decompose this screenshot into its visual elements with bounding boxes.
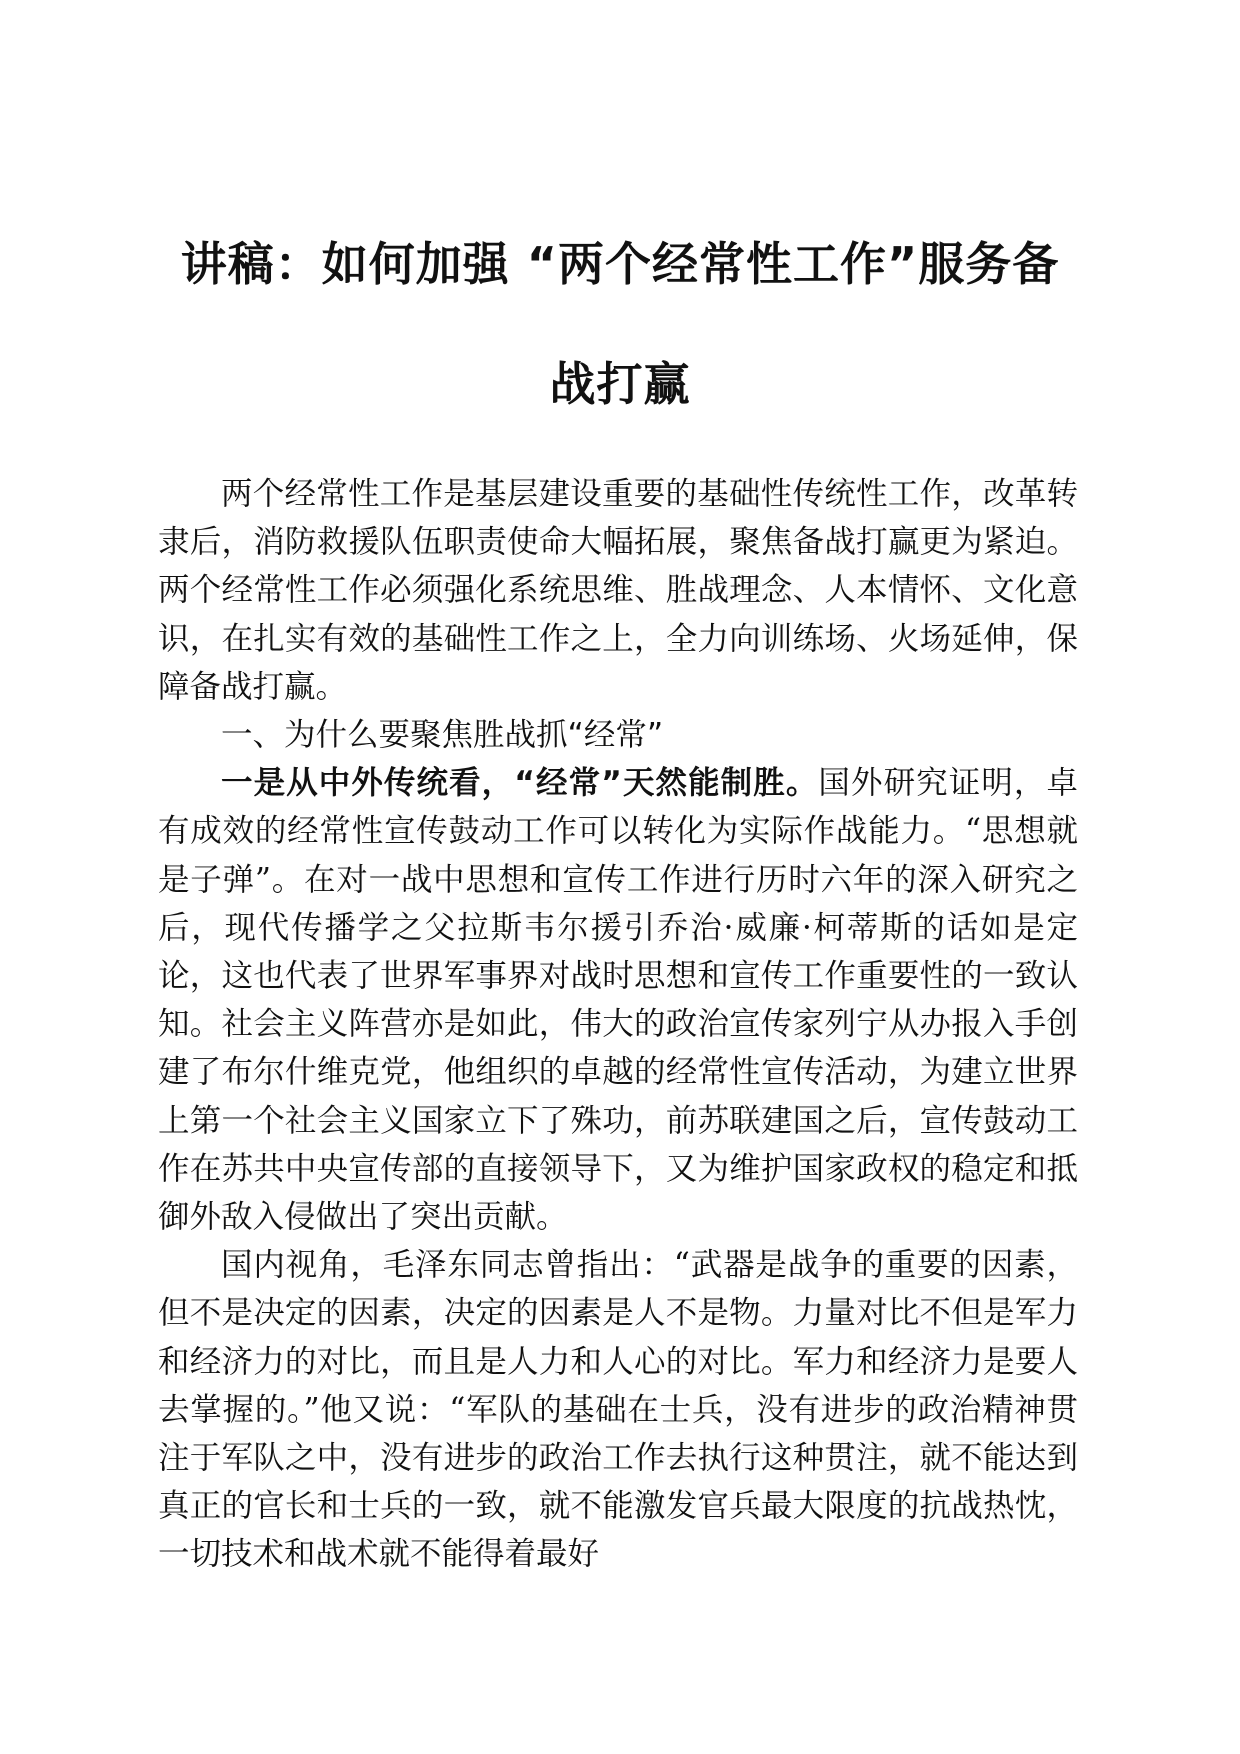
document-title-line-2: 战打赢 [549, 357, 691, 411]
document-title-line-1: 讲稿：如何加强 “两个经常性工作”服务备 [180, 237, 1060, 291]
paragraph-body: 国外研究证明，卓有成效的经常性宣传鼓动工作可以转化为实际作战能力。“思想就是子弹”。在对一战中思想和宣传工作进行历时六年的深入研究之后，现代传播学之父拉斯韦尔援引乔治·威廉·柯蒂斯的话如是定论，这也代表了世界军事界对战时思想和宣传工作重要性的一致认知。社会主义阵营亦是如此，伟大的政治宣传家列宁从办报入手创建了布尔什维克党，他组织的卓越的经常性宣传活动，为建立世界上第一个社会主义国家立下了殊功，前苏联建国之后，宣传鼓动工作在苏共中央宣传部的直接领导下，又为维护国家政权的稳定和抵御外敌入侵做出了突出贡献。 [158, 765, 1078, 1236]
document-body [158, 470, 1078, 1579]
paragraph-foreign-tradition [158, 759, 1078, 1241]
paragraph-intro: 两个经常性工作是基层建设重要的基础性传统性工作，改革转隶后，消防救援队伍职责使命大幅拓展，聚焦备战打赢更为紧迫。两个经常性工作必须强化系统思维、胜战理念、人本情怀、文化意识，在扎实有效的基础性工作之上，全力向训练场、火场延伸，保障备战打赢。 [158, 476, 1078, 705]
section-heading: 一、为什么要聚焦胜战抓“经常” [221, 717, 664, 754]
paragraph-domestic-view: 国内视角，毛泽东同志曾指出：“武器是战争的重要的因素，但不是决定的因素，决定的因素是人不是物。力量对比不但是军力和经济力的对比，而且是人力和人心的对比。军力和经济力是要人去掌握的。”他又说：“军队的基础在士兵，没有进步的政治精神贯注于军队之中，没有进步的政治工作去执行这种贯注，就不能达到真正的官长和士兵的一致，就不能激发官兵最大限度的抗战热忱，一切技术和战术就不能得着最好 [158, 1247, 1078, 1573]
paragraph-lead-sentence: 一是从中外传统看，“经常”天然能制胜。 [221, 765, 819, 802]
